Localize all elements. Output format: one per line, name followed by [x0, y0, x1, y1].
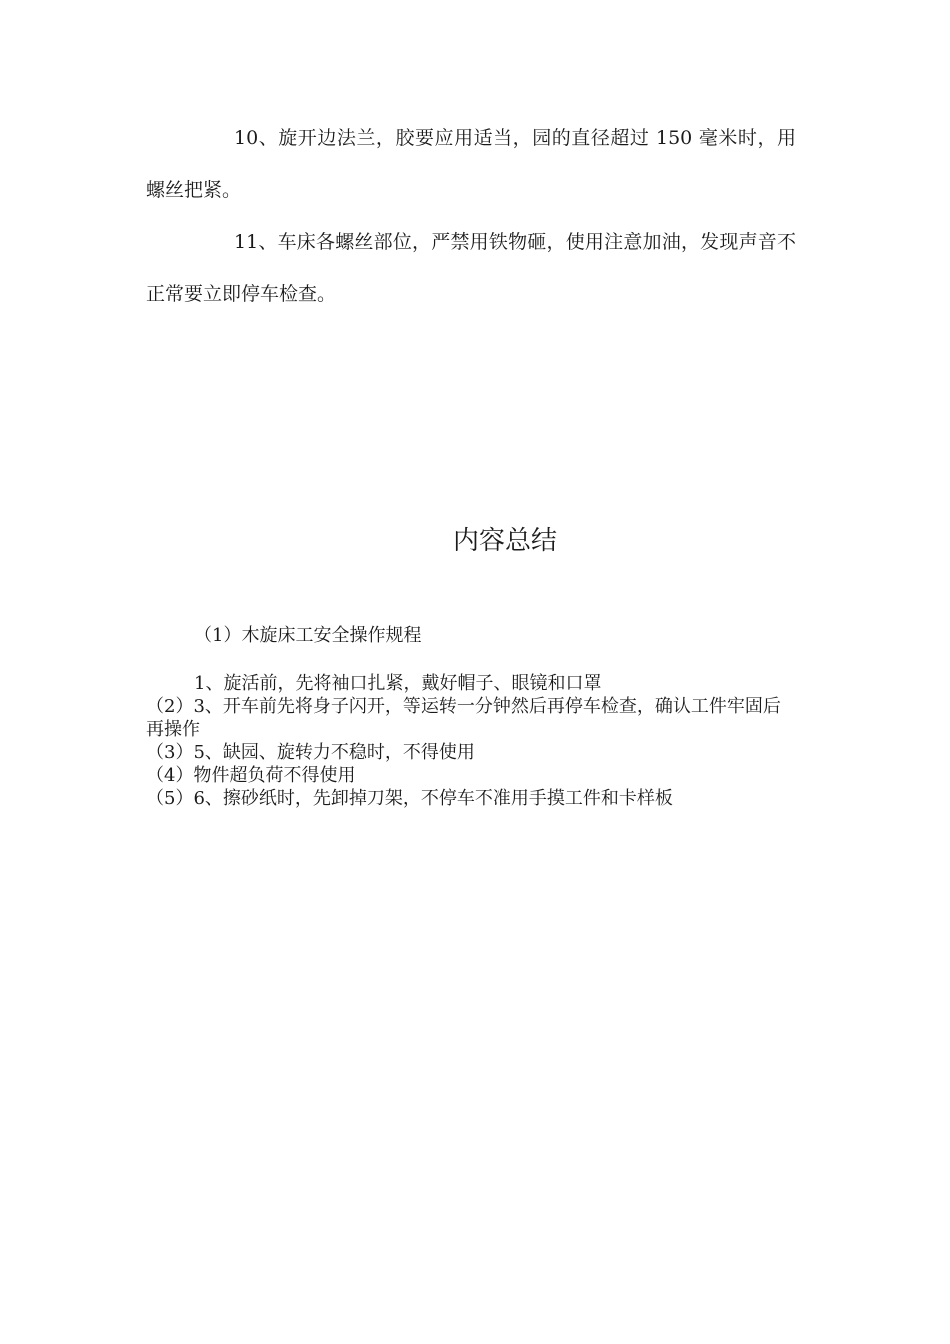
summary-item: （2）3、开车前先将身子闪开，等运转一分钟然后再停车检查，确认工件牢固后再操作	[146, 696, 781, 740]
summary-title: 内容总结	[452, 526, 557, 556]
paragraph-item-11: 11、车床各螺丝部位，严禁用铁物砸，使用注意加油，发现声音不正常要立即停车检查。	[146, 231, 796, 305]
summary-item: 1、旋活前，先将袖口扎紧，戴好帽子、眼镜和口罩	[194, 673, 602, 694]
summary-item: （3）5、缺园、旋转力不稳时，不得使用	[146, 742, 475, 763]
summary-heading: （1）木旋床工安全操作规程	[194, 625, 422, 646]
summary-item: （4）物件超负荷不得使用	[146, 765, 356, 786]
summary-item: （5）6、擦砂纸时，先卸掉刀架，不停车不准用手摸工件和卡样板	[146, 788, 673, 809]
paragraph-item-10: 10、旋开边法兰，胶要应用适当，园的直径超过 150 毫米时，用螺丝把紧。	[146, 127, 796, 201]
summary-list	[146, 672, 796, 810]
